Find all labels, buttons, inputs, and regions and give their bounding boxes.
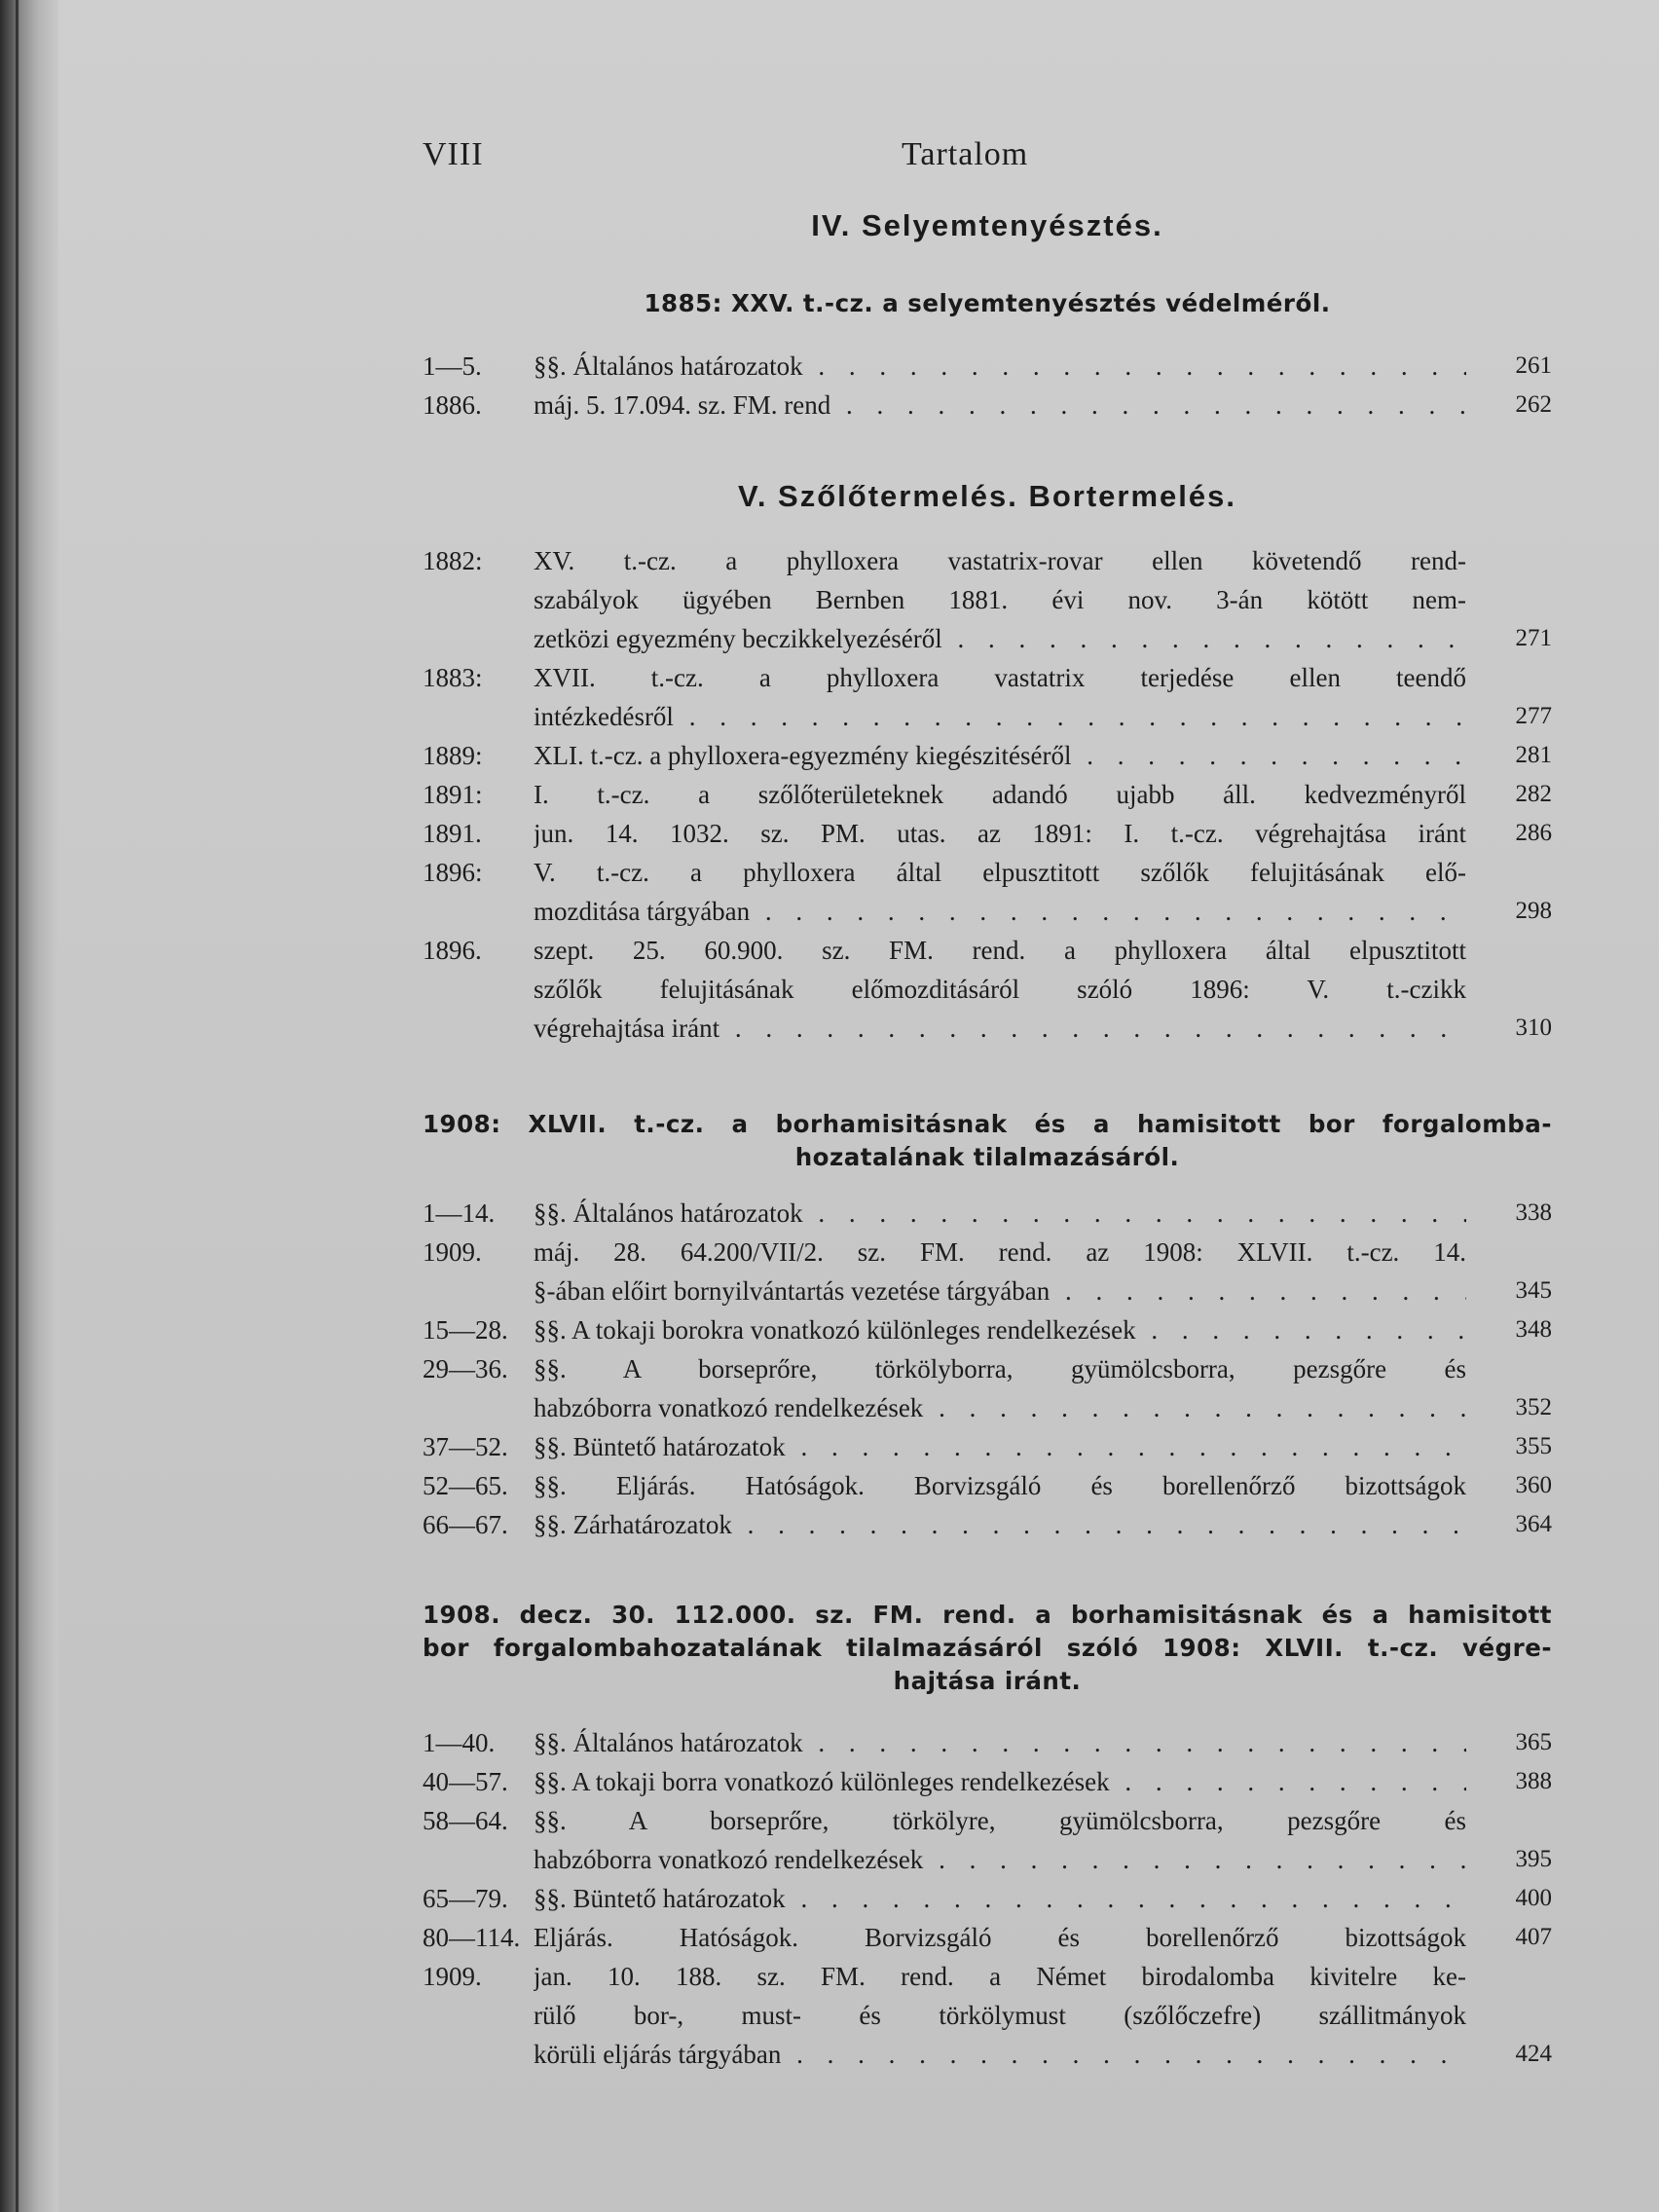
- entry-page: 277: [1515, 703, 1552, 729]
- toc-entry: [423, 853, 1552, 931]
- law-title-line: hajtása iránt.: [893, 1667, 1082, 1695]
- entry-number: 65—79.: [423, 1884, 508, 1913]
- entry-page: 352: [1515, 1394, 1552, 1420]
- entry-text: végrehajtása iránt . . .: [534, 1009, 1466, 1048]
- entry-page: 345: [1515, 1277, 1552, 1304]
- entry-text: §§. Büntető határozatok . . .: [534, 1879, 1466, 1918]
- entry-number: 37—52.: [423, 1432, 508, 1461]
- entry-number: 1909.: [423, 1962, 482, 1991]
- law-title: [423, 287, 1552, 320]
- entry-number: 1896:: [423, 858, 483, 887]
- entry-text: habzóborra vonatkozó rendelkezések . . .: [534, 1840, 1466, 1879]
- toc-entry: [423, 814, 1552, 853]
- entry-page: 400: [1515, 1885, 1552, 1911]
- entry-page: 310: [1515, 1014, 1552, 1041]
- law-title: [423, 1108, 1552, 1174]
- toc-entry: [423, 541, 1552, 658]
- entry-text: §§. Eljárás. Hatóságok. Borvizsgáló és borellenőrző bizottságok: [534, 1471, 1466, 1500]
- entry-text: XV. t.-cz. a phylloxera vastatrix-rovar ellen követendő rend-: [534, 546, 1466, 575]
- entry-number: 1883:: [423, 663, 483, 692]
- toc-entry: [423, 1723, 1552, 1762]
- toc-entry: [423, 1349, 1552, 1427]
- entry-page: 355: [1515, 1433, 1552, 1459]
- entry-text: XVII. t.-cz. a phylloxera vastatrix terjedése ellen teendő: [534, 663, 1466, 692]
- toc-entry: [423, 1762, 1552, 1801]
- law-title-line: 1908. decz. 30. 112.000. sz. FM. rend. a borhamisitásnak és a hamisitott: [423, 1601, 1552, 1629]
- entry-text: rülő bor-, must- és törkölymust (szőlőczefre) szállitmányok: [534, 2001, 1466, 2030]
- entry-number: 1896.: [423, 936, 482, 965]
- entry-page: 424: [1515, 2041, 1552, 2067]
- entry-text: mozditása tárgyában . . .: [534, 892, 1466, 931]
- entry-text: jun. 14. 1032. sz. PM. utas. az 1891: I. t.-cz. végrehajtása iránt: [534, 819, 1466, 848]
- law-title: [423, 1599, 1552, 1698]
- entry-text: §§. Általános határozatok . . .: [534, 347, 1466, 386]
- part-title-iv: IV. Selyemtenyésztés.: [811, 208, 1163, 242]
- book-spine-shadow: [0, 0, 58, 2212]
- toc-entry: [423, 1466, 1552, 1505]
- entry-text: habzóborra vonatkozó rendelkezések . . .: [534, 1388, 1466, 1427]
- toc-entry: [423, 1918, 1552, 1957]
- entry-text: szőlők felujitásának előmozditásáról szóló 1896: V. t.-czikk: [534, 975, 1466, 1004]
- entry-number: 1—14.: [423, 1198, 496, 1228]
- entry-text: §§. A borseprőre, törkölyborra, gyümölcsborra, pezsgőre és: [534, 1354, 1466, 1383]
- entry-text: szabályok ügyében Bernben 1881. évi nov. 3-án kötött nem-: [534, 585, 1466, 614]
- entry-number: 1891.: [423, 819, 482, 848]
- entry-page: 395: [1515, 1846, 1552, 1872]
- entry-text: máj. 5. 17.094. sz. FM. rend . . .: [534, 386, 1466, 424]
- entry-text: §§. A tokaji borra vonatkozó különleges rendelkezések . . .: [534, 1762, 1466, 1801]
- entry-text: jan. 10. 188. sz. FM. rend. a Német birodalomba kivitelre ke-: [534, 1962, 1466, 1991]
- toc-entry: [423, 1801, 1552, 1879]
- entry-text: §§. Büntető határozatok . . .: [534, 1427, 1466, 1466]
- entry-page: 281: [1515, 742, 1552, 768]
- entry-number: 80—114.: [423, 1923, 521, 1952]
- entry-text: §§. Zárhatározatok . . .: [534, 1505, 1466, 1544]
- entry-text: Eljárás. Hatóságok. Borvizsgáló és borellenőrző bizottságok: [534, 1923, 1466, 1952]
- entry-page: 348: [1515, 1316, 1552, 1343]
- entry-page: 262: [1515, 391, 1552, 418]
- entry-number: 40—57.: [423, 1767, 508, 1796]
- entry-page: 271: [1515, 625, 1552, 651]
- entry-number: 1889:: [423, 741, 483, 770]
- law-title-line: 1885: XXV. t.-cz. a selyemtenyésztés védelméről.: [644, 289, 1331, 317]
- entry-text: §§. A borseprőre, törkölyre, gyümölcsborra, pezsgőre és: [534, 1806, 1466, 1835]
- toc-entry: [423, 775, 1552, 814]
- entry-page: 298: [1515, 898, 1552, 924]
- running-title: Tartalom: [902, 136, 1029, 172]
- entry-number: 1909.: [423, 1237, 482, 1267]
- entry-text: §§. Általános határozatok . . .: [534, 1723, 1466, 1762]
- entry-page: 365: [1515, 1729, 1552, 1755]
- toc-entry: [423, 658, 1552, 736]
- entry-page: 388: [1515, 1768, 1552, 1794]
- entry-number: 1891:: [423, 780, 483, 809]
- toc-entry: [423, 386, 1552, 424]
- entry-text: §§. A tokaji borokra vonatkozó különleges rendelkezések . . .: [534, 1310, 1466, 1349]
- toc-entry: [423, 1194, 1552, 1233]
- entry-number: 1—5.: [423, 351, 482, 381]
- law-title-line: 1908: XLVII. t.-cz. a borhamisitásnak és a hamisitott bor forgalomba-: [423, 1110, 1552, 1138]
- entry-text: V. t.-cz. a phylloxera által elpusztitott szőlők felujitásának elő-: [534, 858, 1466, 887]
- toc-entry: [423, 1310, 1552, 1349]
- entry-text: intézkedésről . . .: [534, 697, 1466, 736]
- entry-page: 282: [1515, 781, 1552, 807]
- entry-page: 407: [1515, 1924, 1552, 1950]
- entry-number: 1882:: [423, 546, 483, 575]
- entry-number: 1—40.: [423, 1728, 496, 1757]
- entry-text: szept. 25. 60.900. sz. FM. rend. a phylloxera által elpusztitott: [534, 936, 1466, 965]
- entry-text: I. t.-cz. a szőlőterületeknek adandó ujabb áll. kedvezményről: [534, 780, 1466, 809]
- entry-text: zetközi egyezmény beczikkelyezéséről . . .: [534, 619, 1466, 658]
- entry-page: 360: [1515, 1472, 1552, 1498]
- entry-number: 29—36.: [423, 1354, 508, 1383]
- entry-page: 286: [1515, 820, 1552, 846]
- toc-entry: [423, 1505, 1552, 1544]
- part-title-v: V. Szőlőtermelés. Bortermelés.: [738, 479, 1236, 513]
- toc-entry: [423, 931, 1552, 1048]
- entry-text: §§. Általános határozatok . . .: [534, 1194, 1466, 1233]
- entry-number: 1886.: [423, 390, 482, 420]
- entry-text: §-ában előirt bornyilvántartás vezetése tárgyában . . .: [534, 1272, 1466, 1310]
- toc-entry: [423, 1879, 1552, 1918]
- toc-entry: [423, 1427, 1552, 1466]
- entry-page: 261: [1515, 352, 1552, 379]
- entry-number: 66—67.: [423, 1510, 508, 1539]
- entry-text: XLI. t.-cz. a phylloxera-egyezmény kiegészitéséről . . .: [534, 736, 1466, 775]
- toc-entry: [423, 736, 1552, 775]
- entry-number: 58—64.: [423, 1806, 508, 1835]
- entry-page: 338: [1515, 1199, 1552, 1226]
- entry-number: 15—28.: [423, 1315, 508, 1345]
- toc-entry: [423, 1233, 1552, 1310]
- toc-entry: [423, 1957, 1552, 2074]
- page-number: VIII: [423, 136, 484, 172]
- entry-page: 364: [1515, 1511, 1552, 1537]
- entry-text: körüli eljárás tárgyában . . .: [534, 2035, 1466, 2074]
- entry-number: 52—65.: [423, 1471, 508, 1500]
- entry-text: máj. 28. 64.200/VII/2. sz. FM. rend. az 1908: XLVII. t.-cz. 14.: [534, 1237, 1466, 1267]
- law-title-line: hozatalának tilalmazásáról.: [794, 1143, 1180, 1171]
- law-title-line: bor forgalombahozatalának tilalmazásáról szóló 1908: XLVII. t.-cz. végre-: [423, 1634, 1552, 1662]
- toc-entry: [423, 347, 1552, 386]
